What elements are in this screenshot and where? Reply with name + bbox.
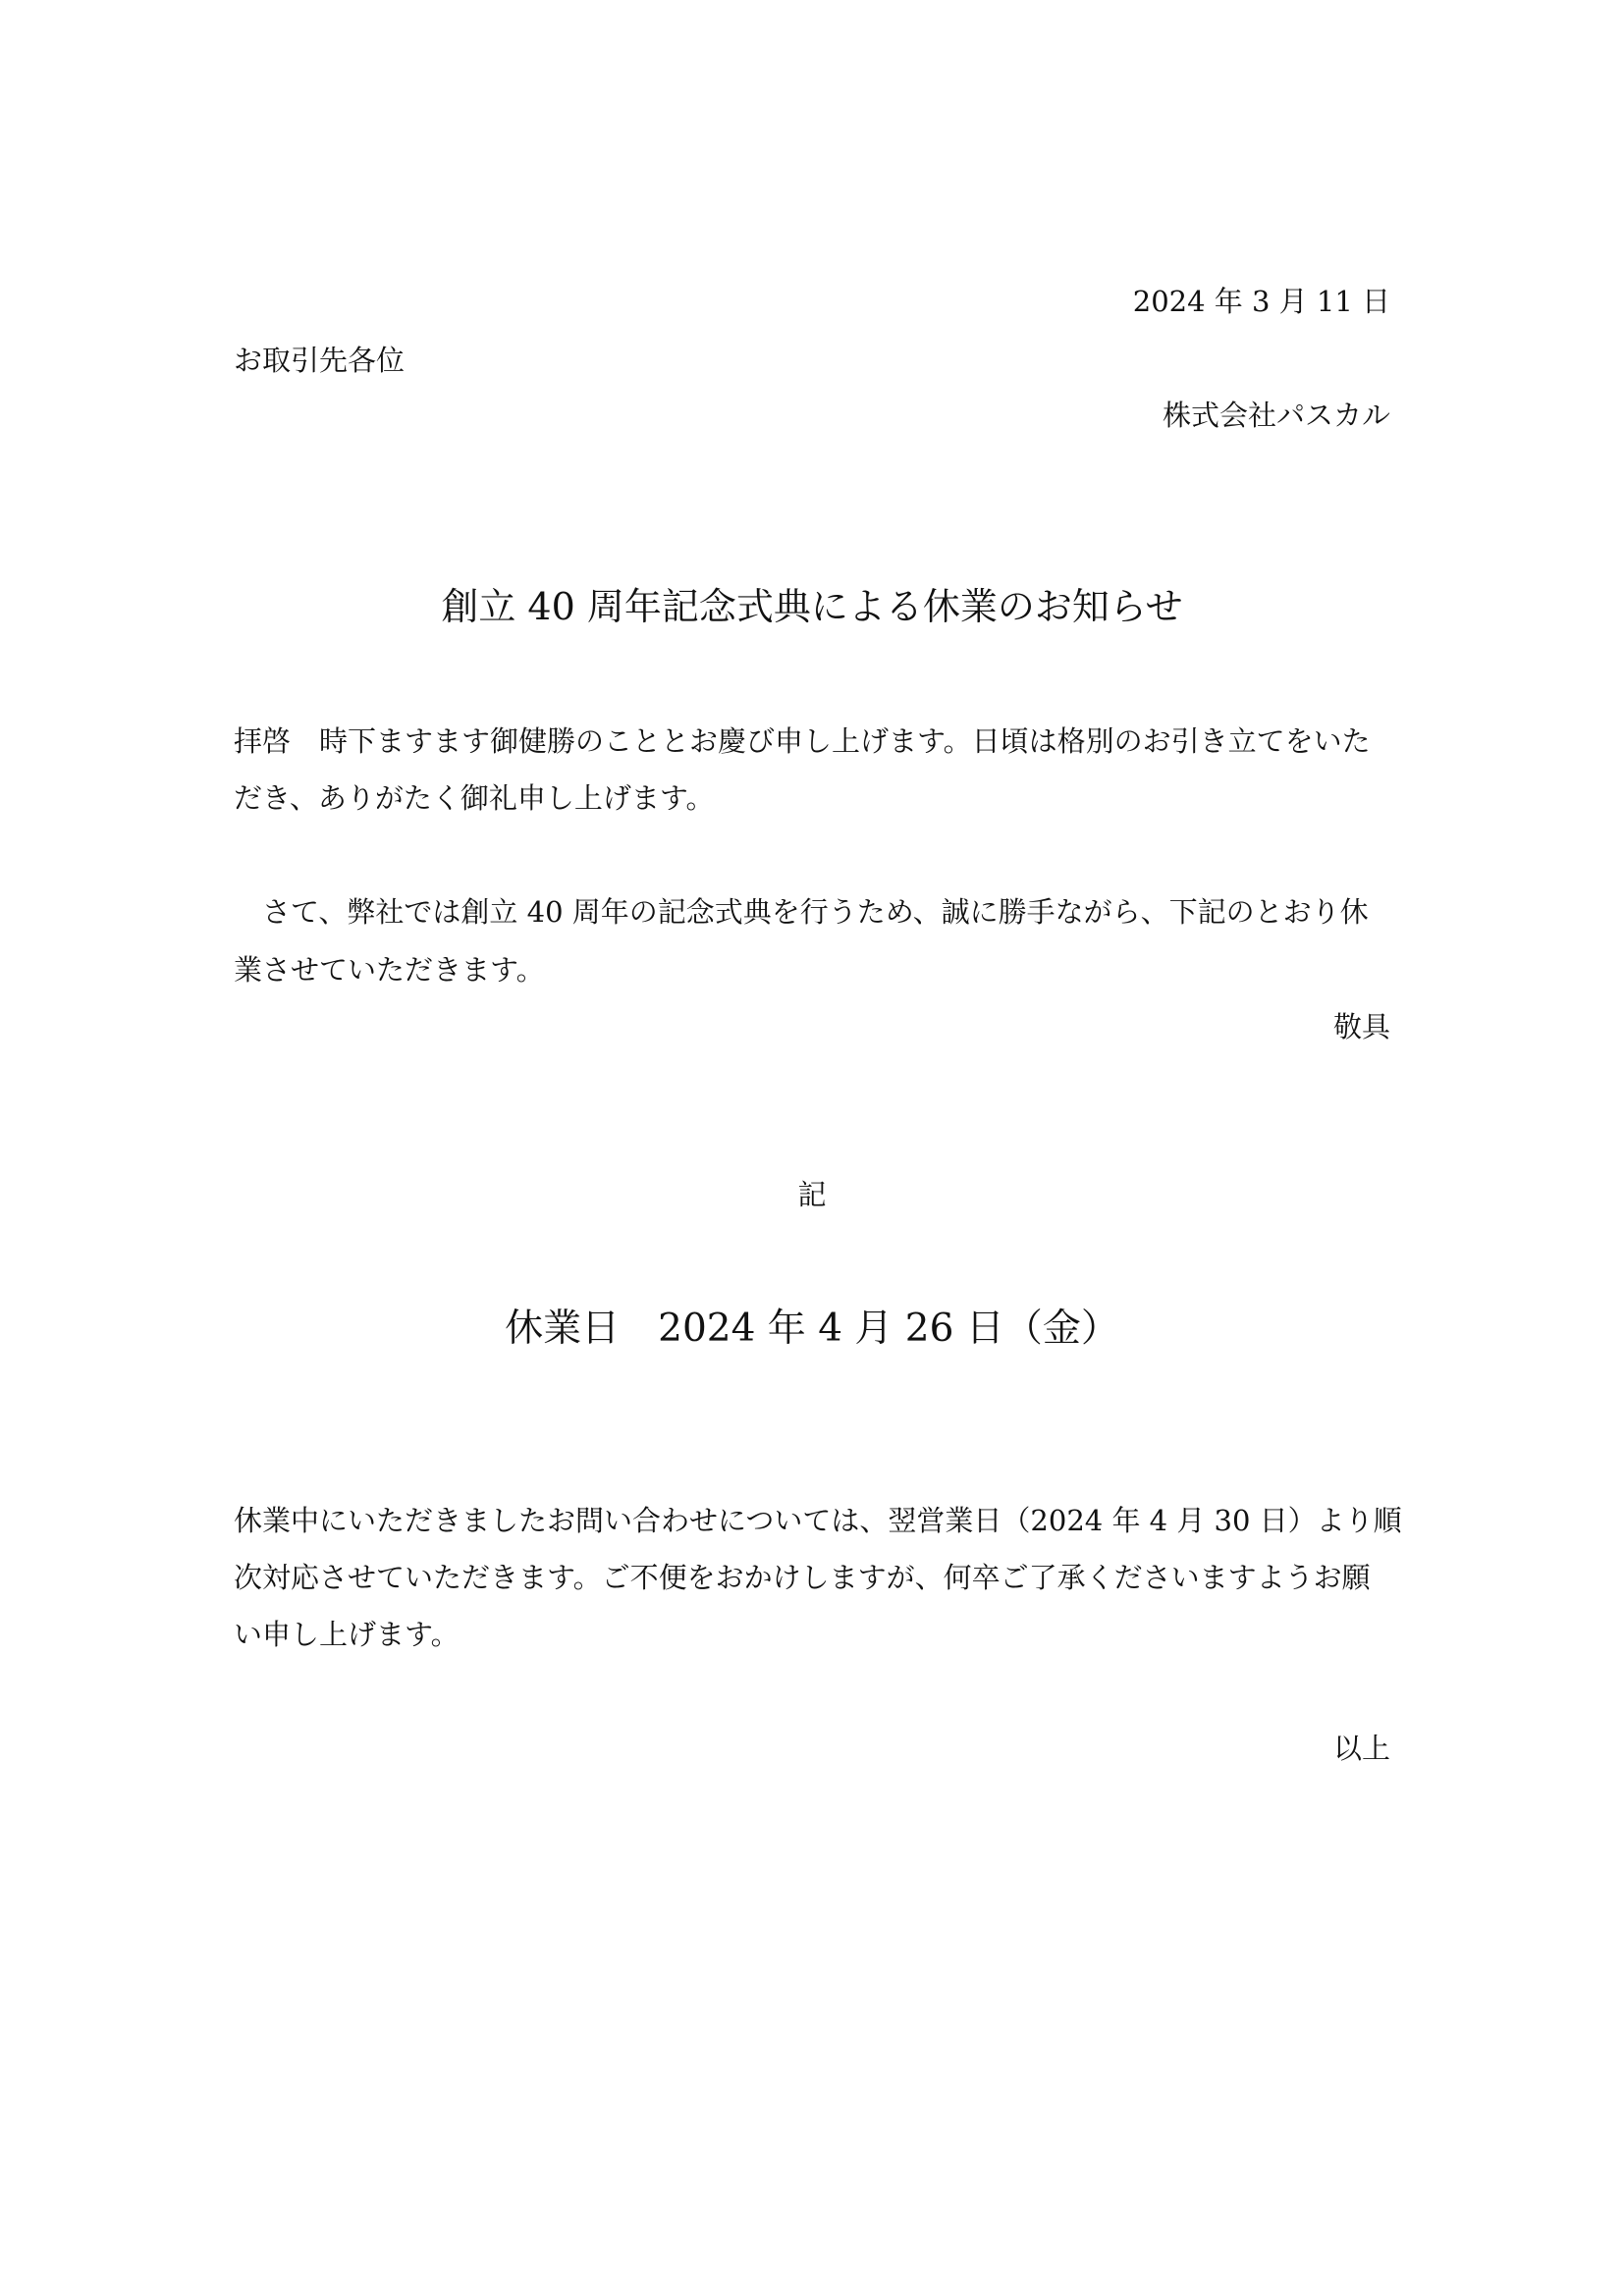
recipient: お取引先各位 <box>234 344 406 377</box>
document-date: 2024 年 3 月 11 日 <box>1132 285 1390 318</box>
body-line-1: さて、弊社では創立 40 周年の記念式典を行うため、誠に勝手ながら、下記のとおり休 <box>234 895 1369 929</box>
document-title: 創立 40 周年記念式典による休業のお知らせ <box>441 585 1183 628</box>
intro-line-2: だき、ありがたく御礼申し上げます。 <box>234 781 715 815</box>
body-line-2: 業させていただきます。 <box>234 953 545 987</box>
ki-marker: 記 <box>797 1178 827 1211</box>
followup-line-3: い申し上げます。 <box>234 1618 460 1651</box>
holiday-date: 休業日 2024 年 4 月 26 日（金） <box>505 1307 1119 1351</box>
closing-ijou: 以上 <box>1332 1732 1390 1765</box>
followup-line-2: 次対応させていただきます。ご不便をおかけしますが、何卒ご了承くださいますようお願 <box>234 1561 1371 1594</box>
intro-line-1: 拝啓 時下ますます御健勝のこととお慶び申し上げます。日頃は格別のお引き立てをいた <box>234 724 1371 758</box>
sender-company: 株式会社パスカル <box>1162 399 1390 432</box>
closing-keigu: 敬具 <box>1332 1010 1390 1043</box>
followup-line-1: 休業中にいただきましたお問い合わせについては、翌営業日（2024 年 4 月 30 日）より順 <box>234 1504 1402 1537</box>
